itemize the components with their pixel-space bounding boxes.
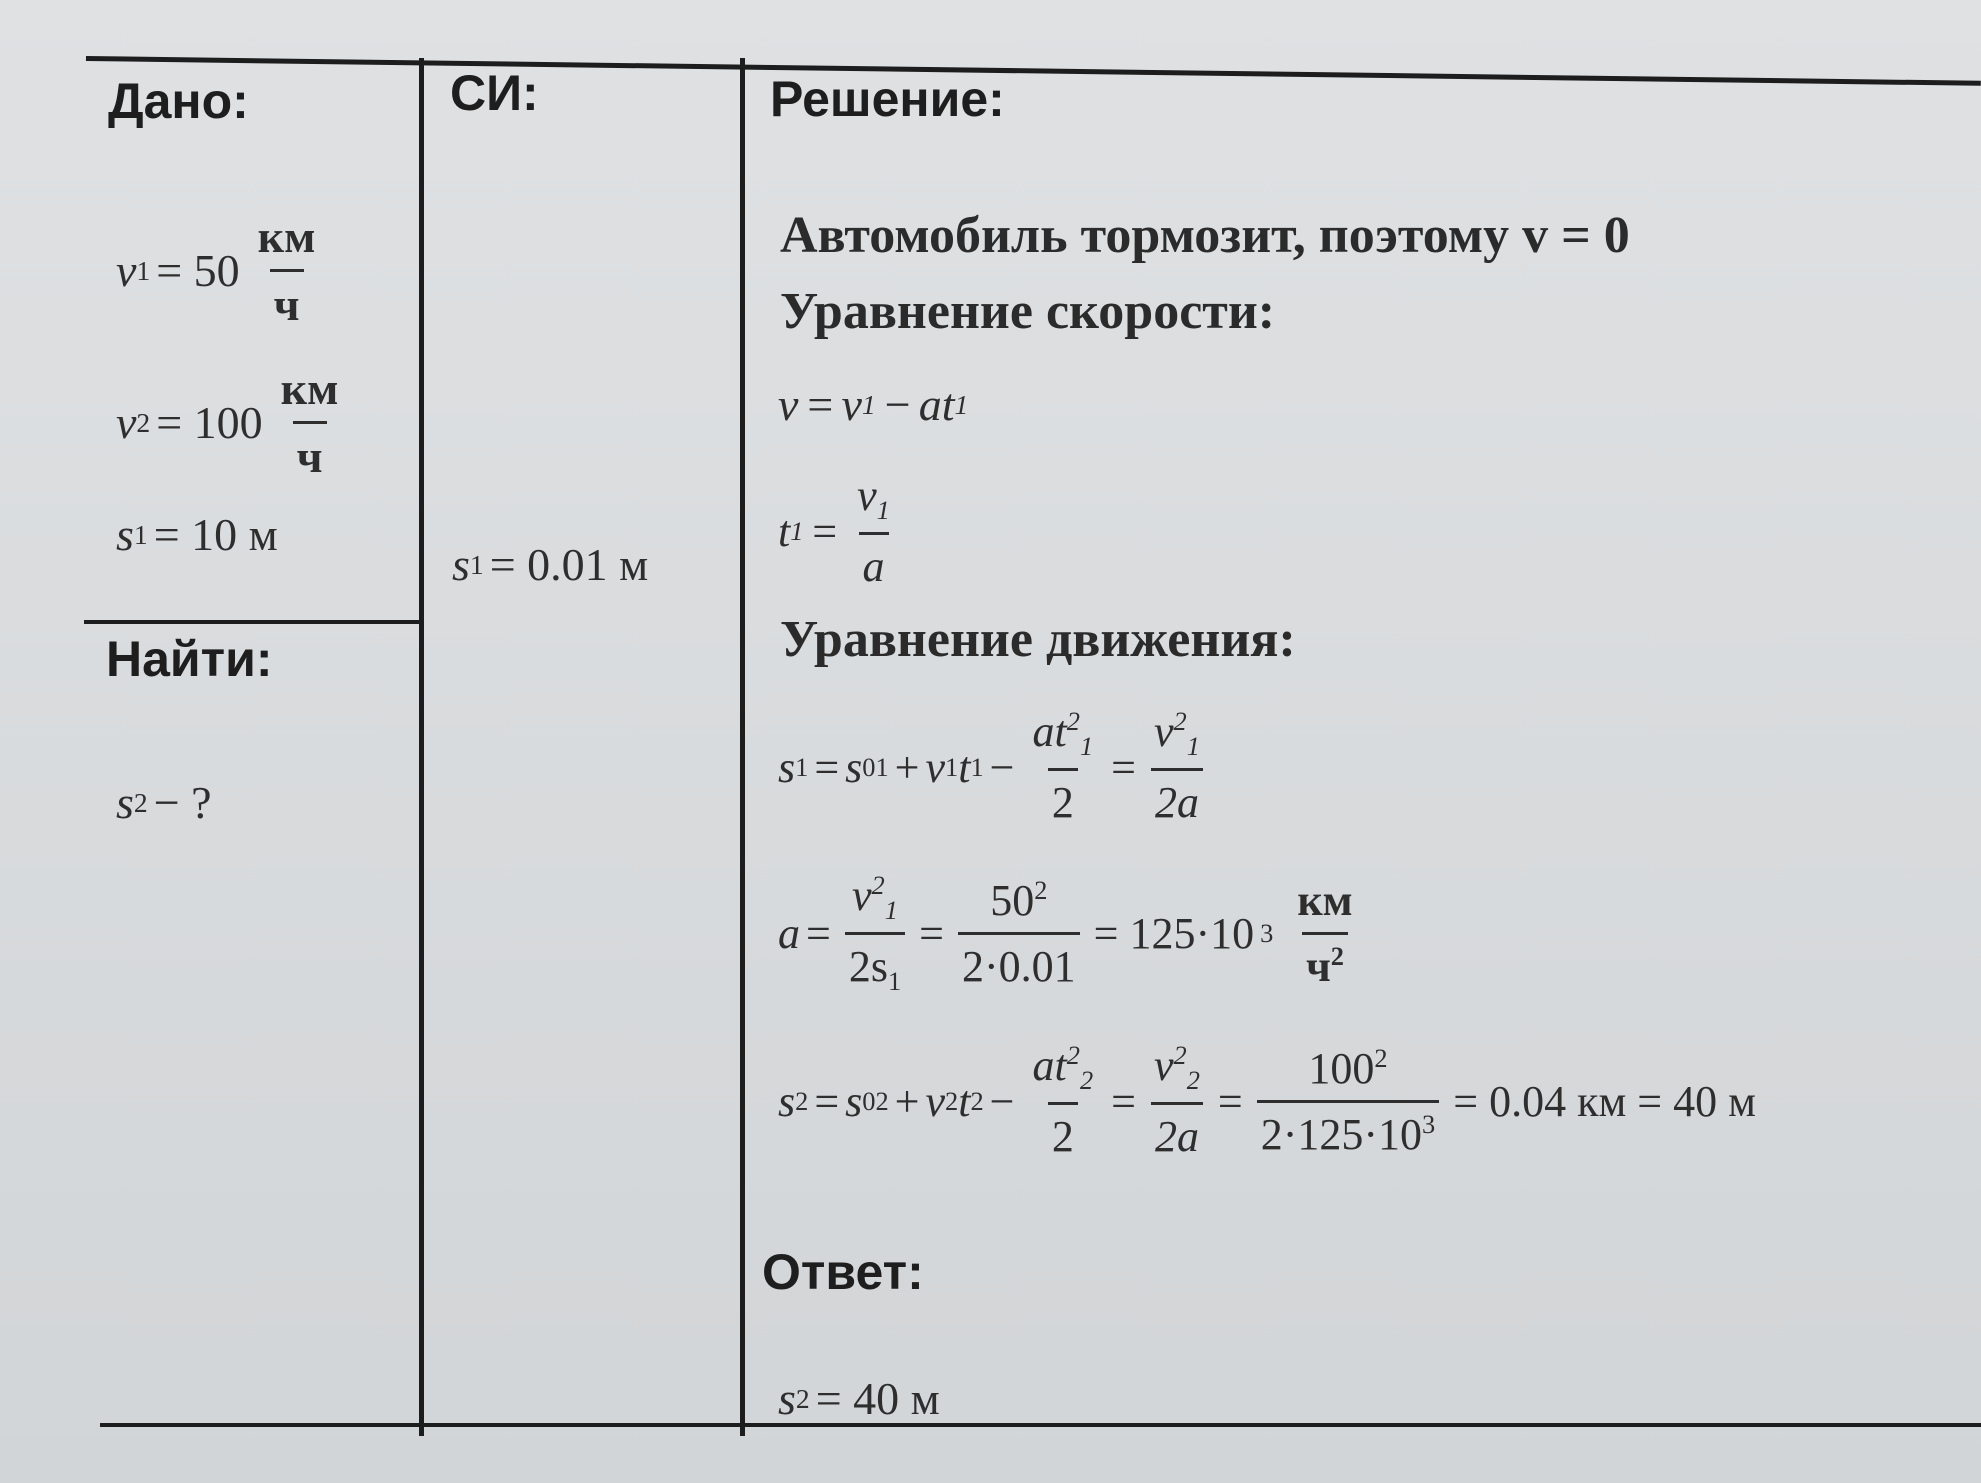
divider-given-find (84, 620, 422, 624)
answer-header: Ответ: (762, 1244, 924, 1300)
si-s1: s 1 = 0.01 м (452, 539, 649, 590)
eq-s1: s 1 = s 01 + v 1 t 1 − $\frac{at^2_1}{2}$ = $\frac{v^2_1}{2a}$ (778, 706, 1212, 828)
eq-s2: s 2 = s 02 + v 2 t 2 − $\frac{at^2_2}{2}$ = $\frac{v^2_2}{2a}$ = $\frac{100^2}{2\cdot 125\cdot 10^3}$ = 0.04 км = 40 м (778, 1040, 1756, 1162)
solution-line-motion-eq: Уравнение движения: (780, 611, 1296, 668)
eq-a: a = $\frac{v^2_1}{2s_1}$ = $\frac{50^2}{2\cdot 0.01}$ = 125·10 3 $\frac{км}{ч^2}$ (778, 870, 1353, 997)
eq-speed: v = v 1 − at 1 (778, 379, 969, 430)
given-header: Дано: (108, 73, 249, 129)
si-header: СИ: (450, 65, 539, 121)
solution-line-speed-eq: Уравнение скорости: (780, 283, 1276, 340)
given-v1: v 1 = 50 $\frac{км}{ч}$ (116, 211, 316, 330)
top-border (86, 56, 1981, 86)
find-s2: s 2 − ? (116, 777, 212, 828)
solution-header: Решение: (770, 71, 1005, 127)
solution-line-braking: Автомобиль тормозит, поэтому v = 0 (780, 207, 1630, 264)
eq-t1: t 1 = $\frac{v_1}{a}$ (778, 471, 890, 592)
given-v2: v 2 = 100 $\frac{км}{ч}$ (116, 363, 339, 482)
bottom-border (100, 1423, 1981, 1427)
given-s1: s 1 = 10 м (116, 509, 278, 560)
find-header: Найти: (106, 631, 273, 687)
divider-si-solution (740, 58, 745, 1436)
answer-s2: s 2 = 40 м (778, 1373, 940, 1424)
divider-given-si (419, 58, 424, 1436)
